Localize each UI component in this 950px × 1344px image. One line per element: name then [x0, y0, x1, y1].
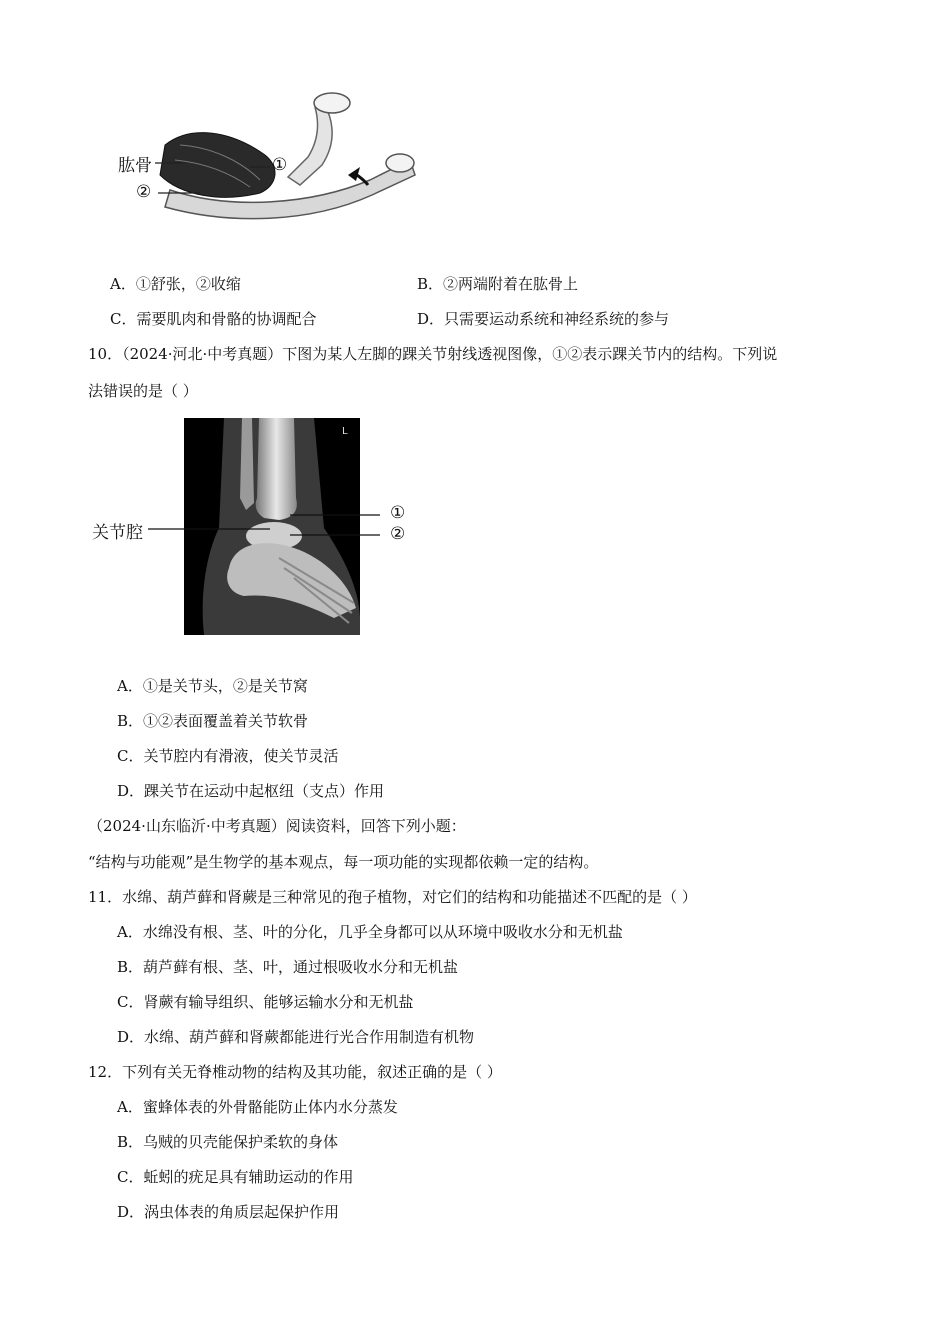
q10-option-a: [117, 675, 308, 696]
option-letter: B．: [117, 958, 144, 976]
q9-option-d: [417, 308, 669, 329]
option-letter: D．: [117, 1203, 145, 1221]
option-text: 蚯蚓的疣足具有辅助运动的作用: [143, 1168, 354, 1186]
q12-stem: 12．下列有关无脊椎动物的结构及其功能，叙述正确的是（ ）: [88, 1063, 502, 1081]
q9-option-a: [110, 273, 241, 294]
q12-option-c: [117, 1166, 354, 1187]
option-letter: A．: [117, 677, 143, 695]
passage-text: “结构与功能观”是生物学的基本观点，每一项功能的实现都依赖一定的结构。: [88, 853, 599, 871]
q12-option-b: [117, 1131, 338, 1152]
q10-option-c: [117, 745, 339, 766]
option-letter: B．: [117, 1133, 144, 1151]
label-circle-1: ①: [390, 503, 406, 523]
option-letter: B．: [117, 712, 144, 730]
option-text: ①是关节头，②是关节窝: [142, 677, 308, 695]
xray-corner-label: L: [342, 426, 348, 437]
option-letter: D．: [117, 782, 145, 800]
q12-option-d: [117, 1201, 339, 1222]
option-text: 涡虫体表的角质层起保护作用: [144, 1203, 340, 1221]
q11-stem: 11．水绵、葫芦藓和肾蕨是三种常见的孢子植物，对它们的结构和功能描述不匹配的是（ ）: [88, 888, 697, 906]
option-text: 乌贼的贝壳能保护柔软的身体: [143, 1133, 339, 1151]
option-letter: A．: [117, 923, 143, 941]
label-circle-2: ②: [136, 182, 152, 202]
option-text: 水绵、葫芦藓和肾蕨都能进行光合作用制造有机物: [144, 1028, 475, 1046]
label-humerus: 肱骨: [118, 156, 152, 176]
label-circle-2: ②: [390, 524, 406, 544]
option-letter: C．: [110, 310, 137, 328]
q11-option-a: [117, 921, 623, 942]
option-text: 肾蕨有输导组织、能够运输水分和无机盐: [143, 993, 414, 1011]
option-text: 只需要运动系统和神经系统的参与: [444, 310, 670, 328]
q10-stem-line2: 法错误的是（ ）: [88, 382, 198, 400]
q12-option-a: [117, 1096, 398, 1117]
option-text: ②两端附着在肱骨上: [443, 275, 579, 293]
option-letter: A．: [117, 1098, 143, 1116]
option-text: 水绵没有根、茎、叶的分化，几乎全身都可以从环境中吸收水分和无机盐: [142, 923, 623, 941]
option-letter: A．: [110, 275, 136, 293]
option-letter: D．: [417, 310, 445, 328]
ankle-xray-figure: [90, 418, 420, 638]
passage-source: （2024·山东临沂·中考真题）阅读资料，回答下列小题：: [88, 817, 466, 835]
option-letter: C．: [117, 1168, 144, 1186]
q10-stem-line1: 10．（2024·河北·中考真题）下图为某人左脚的踝关节射线透视图像，①②表示踝关节内的结构。下列说: [88, 345, 778, 363]
label-joint-cavity: 关节腔: [92, 523, 143, 543]
option-text: 蜜蜂体表的外骨骼能防止体内水分蒸发: [142, 1098, 398, 1116]
option-text: 葫芦藓有根、茎、叶，通过根吸收水分和无机盐: [143, 958, 459, 976]
option-text: 关节腔内有滑液，使关节灵活: [143, 747, 339, 765]
option-letter: B．: [417, 275, 444, 293]
q10-option-d: [117, 780, 384, 801]
option-letter: C．: [117, 747, 144, 765]
q11-option-c: [117, 991, 414, 1012]
arm-muscle-figure: [110, 85, 440, 225]
option-text: 踝关节在运动中起枢纽（支点）作用: [144, 782, 385, 800]
q9-option-b: [417, 273, 578, 294]
option-text: 需要肌肉和骨骼的协调配合: [136, 310, 317, 328]
q11-option-d: [117, 1026, 474, 1047]
option-text: ①②表面覆盖着关节软骨: [143, 712, 309, 730]
q10-option-b: [117, 710, 308, 731]
q11-option-b: [117, 956, 458, 977]
label-circle-1: ①: [272, 155, 288, 175]
option-text: ①舒张，②收缩: [135, 275, 241, 293]
q9-option-c: [110, 308, 317, 329]
option-letter: C．: [117, 993, 144, 1011]
option-letter: D．: [117, 1028, 145, 1046]
